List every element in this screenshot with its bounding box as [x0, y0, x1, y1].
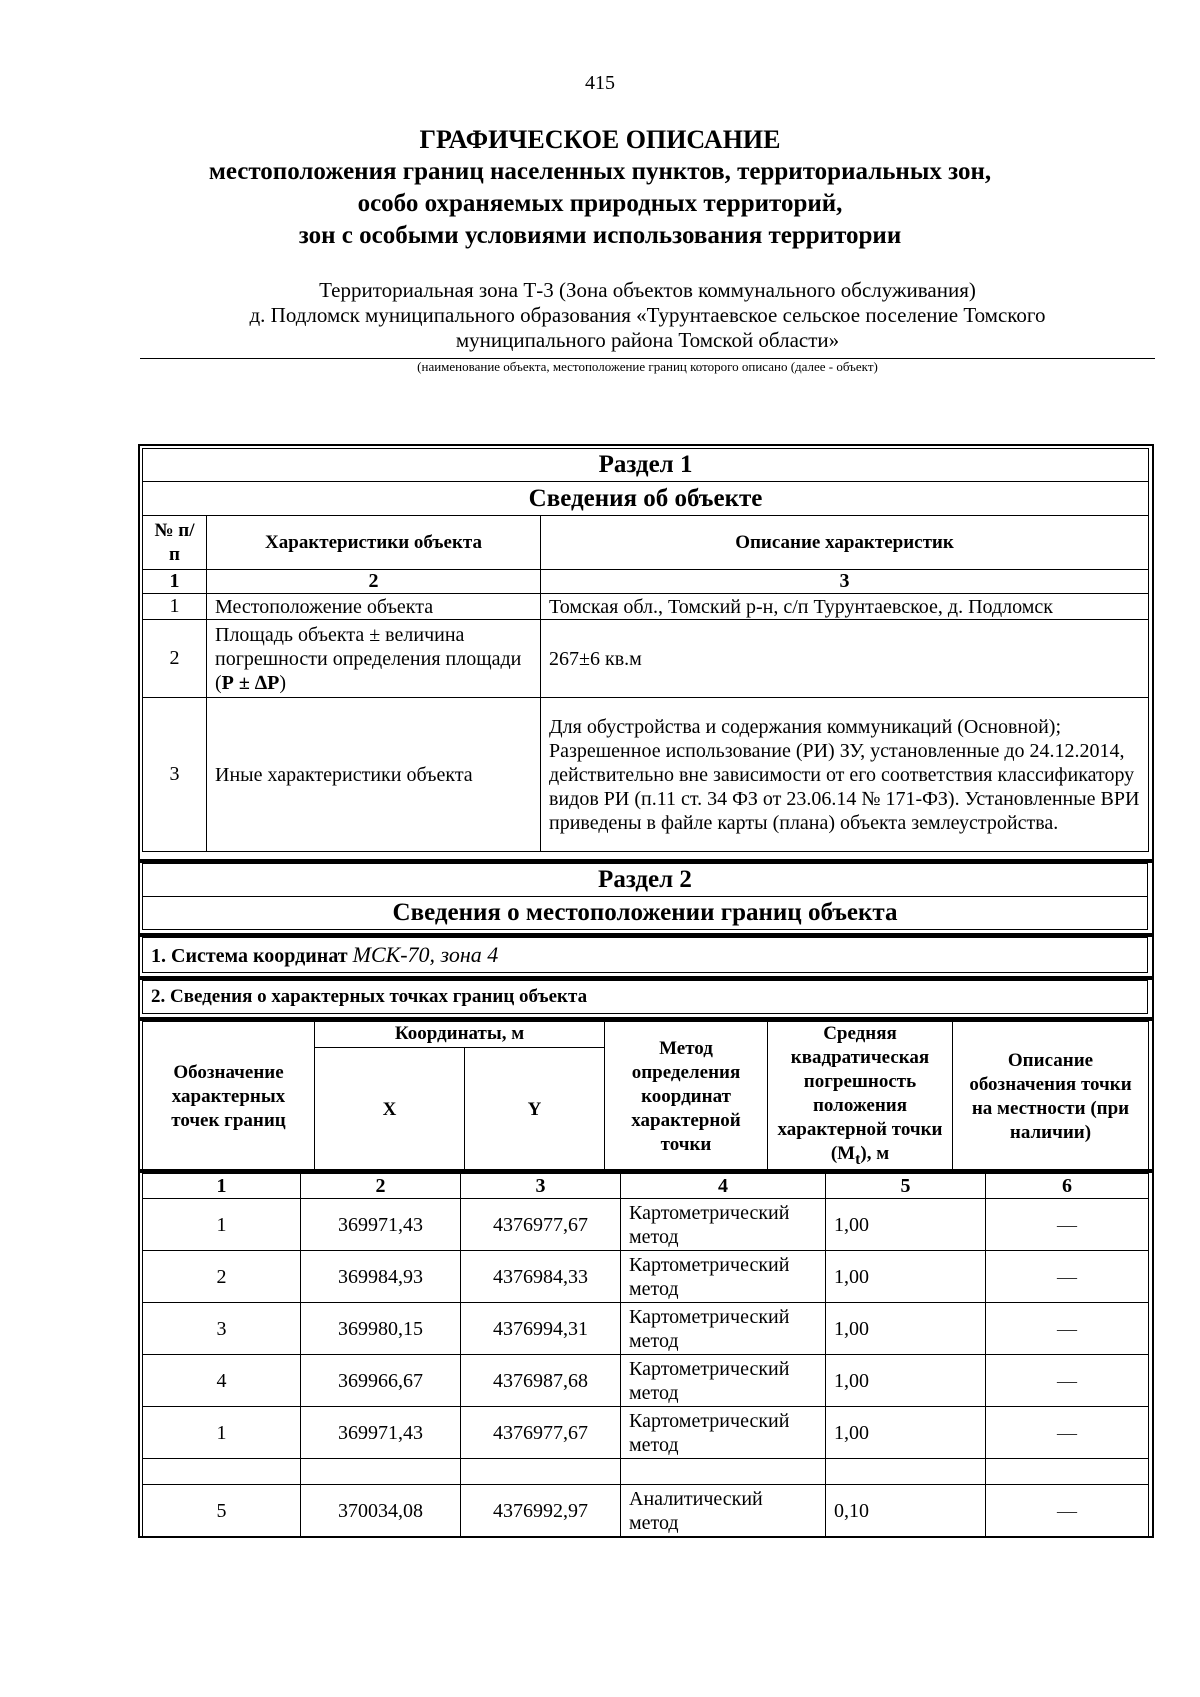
section1-table: [142, 448, 1149, 852]
section2-title-table: [142, 863, 1148, 930]
table-row: [143, 1485, 1149, 1537]
point-description: [986, 1459, 1149, 1485]
title-line-2: особо охраняемых природных территорий,: [357, 190, 843, 217]
table-row: [143, 1355, 1149, 1407]
point-x: 369971,43: [301, 1407, 461, 1459]
area-label-end: ): [279, 671, 286, 694]
point-y: [461, 1459, 621, 1485]
title-line-1: местоположения границ населенных пунктов, территориальных зон,: [208, 158, 992, 185]
header-coordinates: Координаты, м: [315, 1022, 605, 1048]
point-id: 1: [143, 1407, 301, 1459]
point-y: 4376992,97: [461, 1485, 621, 1537]
point-id: 2: [143, 1251, 301, 1303]
point-y: 4376987,68: [461, 1355, 621, 1407]
point-x: 369984,93: [301, 1251, 461, 1303]
point-x: 369971,43: [301, 1199, 461, 1251]
points-header-table: [142, 1021, 1149, 1173]
header-error-text: Средняя квадратическая погрешность положения характерной точки (М: [777, 1023, 943, 1164]
point-error: 1,00: [826, 1199, 986, 1251]
points-title-table: [142, 980, 1148, 1014]
point-description: —: [986, 1199, 1149, 1251]
row-name: Иные характеристики объекта: [207, 698, 541, 852]
object-line-2: д. Подломск муниципального образования «Турунтаевское сельское поселение Томского: [249, 303, 1046, 327]
header-number: № п/п: [143, 516, 207, 570]
point-method: Картометрический метод: [621, 1199, 826, 1251]
col-number: 1: [143, 1174, 301, 1199]
header-error: [768, 1022, 953, 1173]
object-name: [140, 278, 1155, 353]
row-description: Для обустройства и содержания коммуникаций (Основной); Разрешенное использование (РИ) ЗУ, установленные до 24.12.2014, действительно вне зависимости от его соответствия классификатору видов РИ (п.11 ст. 34 ФЗ от 23.06.14 № 171-ФЗ). Установленные ВРИ приведены в файле карты (плана) объекта землеустройства.: [541, 698, 1149, 852]
object-line-3: муниципального района Томской области»: [455, 328, 840, 352]
coord-system-label: 1. Система координат: [151, 945, 348, 967]
table-row: [143, 1303, 1149, 1355]
point-id: 5: [143, 1485, 301, 1537]
points-title: 2. Сведения о характерных точках границ объекта: [143, 981, 1148, 1014]
header-point-description: Описание обозначения точки на местности (при наличии): [953, 1022, 1149, 1173]
point-error: 0,10: [826, 1485, 986, 1537]
row-number: 3: [143, 698, 207, 852]
point-y: 4376977,67: [461, 1199, 621, 1251]
table-row: [143, 698, 1149, 852]
table-row-empty: [143, 1459, 1149, 1485]
header-characteristics: Характеристики объекта: [207, 516, 541, 570]
point-x: 369980,15: [301, 1303, 461, 1355]
point-x: 369966,67: [301, 1355, 461, 1407]
points-table: [142, 1173, 1149, 1537]
point-error: 1,00: [826, 1355, 986, 1407]
header-designation: Обозначение характерных точек границ: [143, 1022, 315, 1173]
col-number: 3: [541, 570, 1149, 594]
col-number: 6: [986, 1174, 1149, 1199]
table-row: [143, 594, 1149, 620]
point-method: [621, 1459, 826, 1485]
document-title: [0, 124, 1200, 252]
col-number: 1: [143, 570, 207, 594]
coord-system: [143, 938, 1148, 973]
point-method: Картометрический метод: [621, 1355, 826, 1407]
point-id: 3: [143, 1303, 301, 1355]
point-description: —: [986, 1303, 1149, 1355]
title-main: ГРАФИЧЕСКОЕ ОПИСАНИЕ: [419, 125, 781, 154]
table-row: [143, 1407, 1149, 1459]
header-y: Y: [465, 1047, 605, 1172]
header-error-sub: t: [855, 1150, 861, 1168]
coord-system-table: [142, 937, 1148, 973]
point-description: —: [986, 1251, 1149, 1303]
object-caption: (наименование объекта, местоположение границ которого описано (далее - объект): [417, 359, 878, 374]
header-description: Описание характеристик: [541, 516, 1149, 570]
point-method: Картометрический метод: [621, 1303, 826, 1355]
row-description: Томская обл., Томский р-н, с/п Турунтаевское, д. Подломск: [541, 594, 1149, 620]
row-number: 1: [143, 594, 207, 620]
col-number: 5: [826, 1174, 986, 1199]
header-x: X: [315, 1047, 465, 1172]
area-label: Площадь объекта ± величина погрешности определения площади (: [215, 623, 522, 694]
section2-title: Раздел 2: [143, 864, 1148, 897]
point-id: 4: [143, 1355, 301, 1407]
point-y: 4376977,67: [461, 1407, 621, 1459]
point-error: [826, 1459, 986, 1485]
point-error: 1,00: [826, 1407, 986, 1459]
point-description: —: [986, 1485, 1149, 1537]
col-number: 3: [461, 1174, 621, 1199]
object-line-1: Территориальная зона Т-3 (Зона объектов коммунального обслуживания): [319, 278, 976, 302]
point-error: 1,00: [826, 1251, 986, 1303]
point-description: —: [986, 1407, 1149, 1459]
point-id: [143, 1459, 301, 1485]
section1-subtitle: Сведения об объекте: [143, 482, 1149, 516]
point-x: 370034,08: [301, 1485, 461, 1537]
header-error-unit: ), м: [860, 1143, 890, 1164]
row-name: Местоположение объекта: [207, 594, 541, 620]
area-formula: Р ± ∆Р: [221, 671, 280, 694]
point-method: Аналитический метод: [621, 1485, 826, 1537]
row-description: 267±6 кв.м: [541, 620, 1149, 698]
section2-subtitle: Сведения о местоположении границ объекта: [143, 897, 1148, 930]
row-name: [207, 620, 541, 698]
point-error: 1,00: [826, 1303, 986, 1355]
point-description: —: [986, 1355, 1149, 1407]
table-row: [143, 1199, 1149, 1251]
point-y: 4376994,31: [461, 1303, 621, 1355]
col-number: 2: [207, 570, 541, 594]
point-id: 1: [143, 1199, 301, 1251]
col-number: 4: [621, 1174, 826, 1199]
point-y: 4376984,33: [461, 1251, 621, 1303]
point-method: Картометрический метод: [621, 1251, 826, 1303]
header-method: Метод определения координат характерной точки: [605, 1022, 768, 1173]
point-method: Картометрический метод: [621, 1407, 826, 1459]
coord-system-value: МСК-70, зона 4: [352, 942, 499, 967]
col-number: 2: [301, 1174, 461, 1199]
table-row: [143, 1251, 1149, 1303]
section1-title: Раздел 1: [143, 449, 1149, 482]
title-line-3: зон с особыми условиями использования территории: [298, 222, 902, 249]
page-number: 415: [585, 72, 615, 94]
row-number: 2: [143, 620, 207, 698]
table-row: [143, 620, 1149, 698]
point-x: [301, 1459, 461, 1485]
